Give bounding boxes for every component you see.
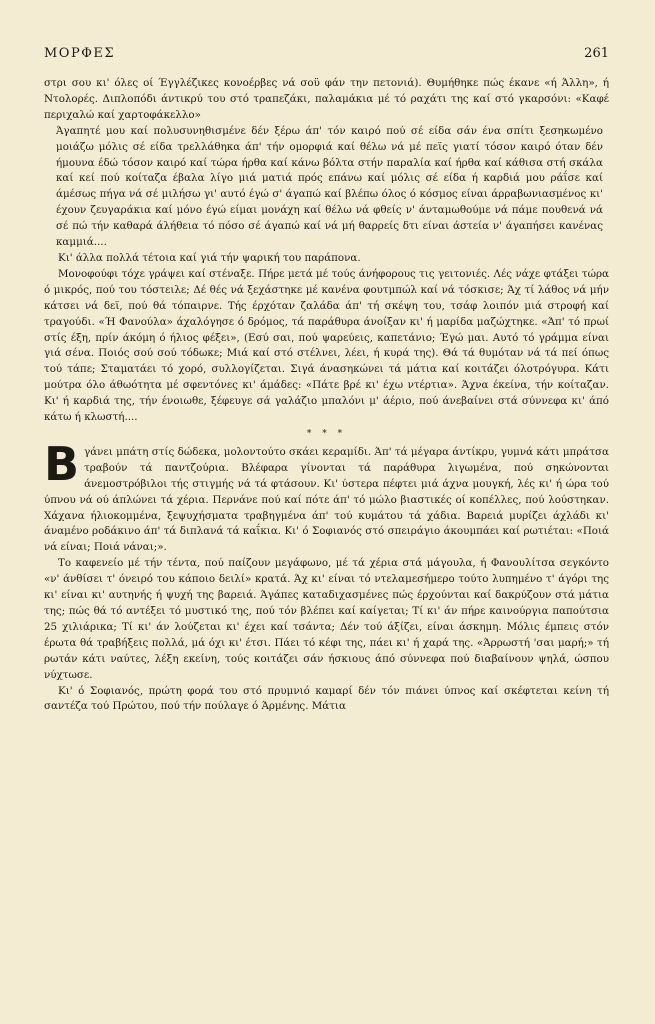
section-2 bbox=[44, 436, 609, 556]
paragraph-4: γάνει μπάτη στίς δώδεκα, μολοντούτο σκάει κεραμίδι. Άπ' τά μέγαρα άντίκρυ, γυμνά κάτι μπράτσα τραβούν τά παντζούρια. Βλέφαρα γίνονται τά παράθυρα λιγωμένα, πού σηκώνονται άνεμοστρόβιλοι τής στιγμής νά τά φτάσουν. Κι' ύστερα πέφτει μιά άχνα μουγκή, λές κι' ή ώρα τού ύπνου νά ού άπλώνει τά χέρια. Περνάνε πού καί πότε άπ' τό μώλο βιαστικές οί κοπέλλες, πού λούστηκαν. Χάχανα ήλιοκομμένα, ξεψυχήσματα τραβηγμένα άπ' τού κυμάτου τά χάδια. Βαρειά μυρίζει άχλάδι κι' άναμένο ροδάκινο άπ' τά διπλανά τά καΐκια. Κι' ό Σοφιανός στό σπειράγιο άκουμπάει καί ρωτιέται: «Ποιά νά είναι; Ποιά νάναι;». bbox=[44, 445, 609, 554]
paragraph-6: Κι' ό Σοφιανός, πρώτη φορά του στό πρυμνιό καμαρί δέν τόν πιάνει ύπνος καί σκέφτεται κείνη τή σαντέζα τού Πρώτου, πού τήν πούλαγε ό Άρμένης. Μάτια bbox=[44, 684, 609, 713]
page-body bbox=[44, 76, 609, 715]
page-number: 261 bbox=[584, 46, 609, 61]
page-header bbox=[44, 46, 609, 66]
drop-cap: Β bbox=[44, 436, 80, 491]
paragraph-3: Μονοφούφι τόχε γράψει καί στέναξε. Πήρε μετά μέ τούς άνήφορους τις γειτονιές. Λές νάχε φτάξει τώρα ό μικρός, πού του τόστειλε; Δέ θές νά ξεχάστηκε μέ κανένα φουτμπώλ καί νά τόσκισε; Άχ τί λάθος νά μήν κάτσει νά δεϊ, πού θά τόπαιρνε. Τής έρχόταν ζαλάδα άπ' τή σκέψη του, τσάφ λοιπόν μιά στροφή καί τραγούδι. «Ή Φανούλα» άχαλόγησε ό δρόμος, τά παράθυρα άνοίξαν κι' ή μαρίδα μαζώχτηκε. «Άπ' τό πρωί στίς έξη, πρίν άκόμη ό ήλιος φέξει», (Εσύ σαι, πού ψαρεύεις, καπετάνιο; Έγώ μαι. Αυτό τό γράμμα είναι γιά σένα. Ποιός σού σού τόδωκε; Μιά καί στό στέλνει, λέει, ή κυρά της). Θά τά θυμόταν νά τά πεί όπως τού τάπε; Σταματάει τό χορό, συλλογίζεται. Σιγά άνασηκώνει τά μάτια καί κοιτάζει όλοτρόγυρα. Κάτι μούτρα όλο άθωότητα μέ σφεντόνες κι' άμάδες: «Πάτε βρέ κι' έχω ντέρτια». Άχνα έκείνα, τήν κοίταζαν. Κι' ή καρδιά της, τήν ένοιωθε, ξέφευγε σά γαλάζιο μπαλόνι μ' άέριο, πού άνεβαίνει στά σύννεφα κι' άπό κάτω ή κλωστή.... bbox=[44, 267, 609, 424]
paragraph-5: Το καφενείο μέ τήν τέντα, πού παίζουν μεγάφωνο, μέ τά χέρια στά μάγουλα, ή Φανουλίτσα σεγκόντο «ν' άνθίσει τ' όνειρό του κάποιο δειλί» κρατά. Άχ κι' είναι τό ντελαμεσήμερο τούτο λυπημένο τ' άγόρι της κι' είναι κι' αυτηνής ή ψυχή της βαρειά. Άγάπες καταδιχασμένες πώς έρχούνται καί δακρύζουν στά μάτια της; πώς θά τό αντέξει τό μυστικό της, πού τόν βλέπει καί καίγεται; Τί κι' άν πήρε καινούργια παπούτσια 25 χιλιάρικα; Τί κι' άν λούζεται κι' έχει καί τσάντα; Δέν τού άξίζει, είναι άσκημη. Μόλις έμπεις στόν έρωτα θά τραβήξεις πολλά, μά όχι κι' έτσι. Πάει τό κέφι της, πάει κι' ή χαρά της. «Άρρωστή 'σαι μαρή;» τή ρωτάν κάτι ναύτες, λέξη εκείνη, τούς κοιτάζει σάν ήσκιους άπό σύννεφα πού διαβαίνουν ψηλά, ώσπου νύχτωσε. bbox=[44, 557, 609, 681]
letter-text: Άγαπητέ μου καί πολυσυνηθισμένε δέν ξέρω άπ' τόν καιρό πού σέ είδα σάν ένα σπίτι ξεσηκωμένο μοιάζω μόλις σέ είδα τρελλάθηκα άπ' τήν ομορφιά καί θέλω νά μέ πεϊς γιατί τόσον καιρό όταν δέν ήμουνα έδώ τόσον καιρό καί τώρα ήρθα καί κάνω βόλτα στήν παραλία καί ήρθα καί κάθισα στή σκάλα καί κεί πού κοίταζα έβαλα λίγο μιά ματιά πρός επάνω καί μόλις σέ είδα ή καρδιά μου ράΐσε καί άμέσως πήγα νά σέ μιλήσω γι' αυτό έγώ σ' άγαπώ καί βλέπω όλος ό κόσμος είναι άρραβωνιασμένος κι' έχουν ζευγαράκια καί μόνο έγώ είμαι μονάχη καί θέλω νά φθείς ν' άνταμωθούμε νά πάμε πουθενά νά σέ πώ τήν καθαρά άλήθεια τό πόσο σέ άγαπώ καί νά μή θαρρείς δτι είναι άστεία ν' άγαπήσει κανένας καμμιά.... bbox=[56, 124, 603, 249]
paragraph-2: Κι' άλλα πολλά τέτοια καί γιά τήν ψαρική του παράπονα. bbox=[58, 251, 361, 264]
running-title: ΜΟΡΦΕΣ bbox=[44, 46, 116, 61]
paragraph-1: στρι σου κι' όλες οί Έγγλέζικες κονοέρβες νά σοϋ φάν την πετονιά). Θυμήθηκε πώς έκανε «ή Άλλη», ή Ντολορές. Διπλοπόδι άντικρύ του στό τραπεζάκι, παλαμάκια μέ τό ραχάτι της καί στό γκαρσόνι: «Καφέ περιχαλώ καί χαρτοφάκελλο» bbox=[44, 77, 609, 121]
section-divider: * * * bbox=[306, 428, 347, 439]
